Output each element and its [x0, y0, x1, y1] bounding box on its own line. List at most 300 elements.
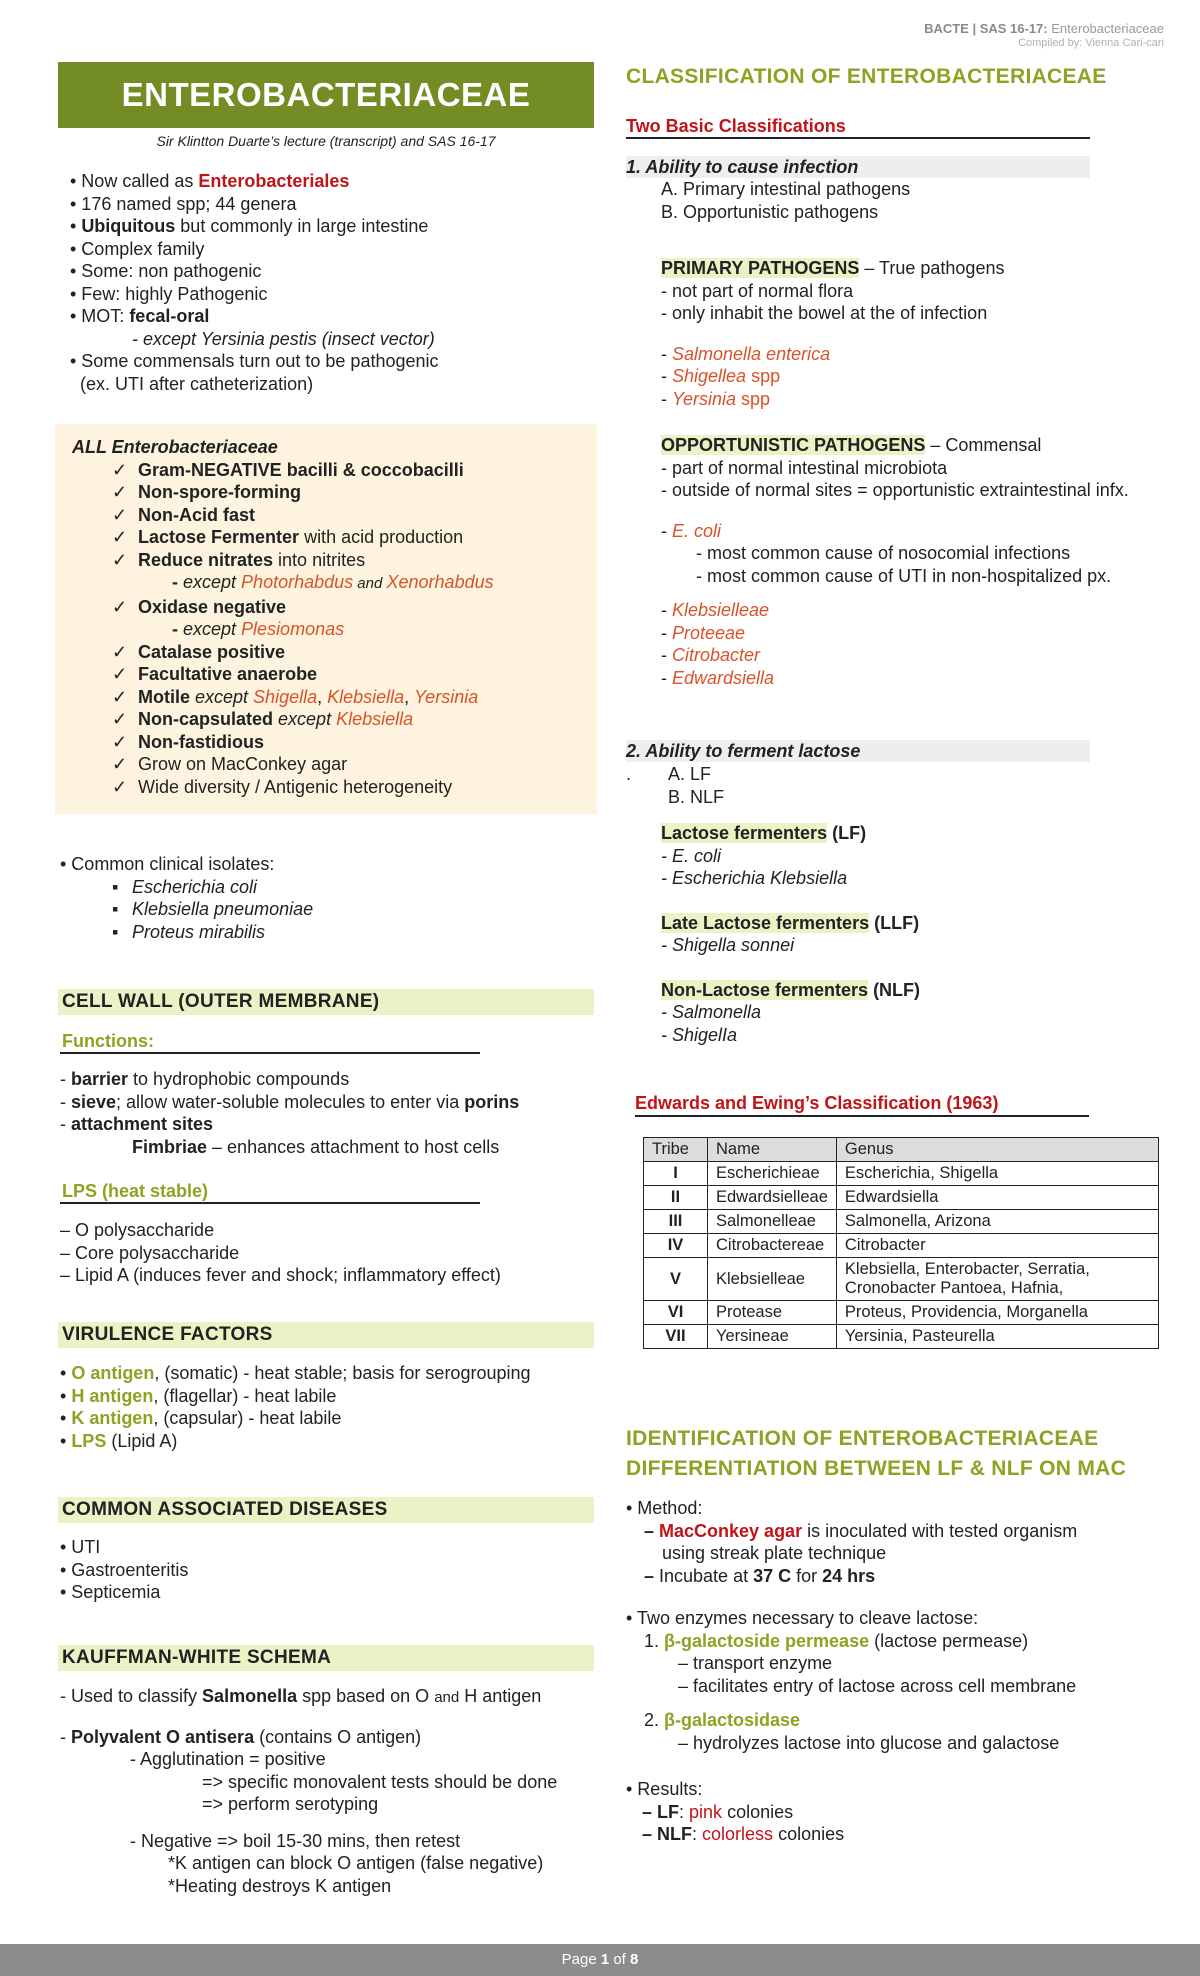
opp-list-item: [661, 622, 1200, 645]
name-cell: Escherichieae: [708, 1162, 837, 1186]
name-cell: Yersineae: [708, 1325, 837, 1349]
trait-gram: [112, 459, 592, 482]
lf-abbr: (LF): [827, 823, 867, 843]
opp-organism: Citrobacter: [672, 645, 761, 665]
dash: -: [661, 388, 672, 409]
opp-ecoli: [661, 520, 1200, 543]
identification-heading-2: DIFFERENTIATION BETWEEN LF & NLF ON MAC: [626, 1457, 1127, 1480]
enzyme-num: 1.: [644, 1630, 665, 1651]
poly-bold: Polyvalent O antisera: [71, 1726, 255, 1747]
colon: :: [692, 1824, 703, 1844]
o-antigen-rest: , (somatic) - heat stable; basis for serogrouping: [154, 1363, 531, 1383]
intro-ubiquitous-bold: Ubiquitous: [81, 216, 176, 236]
kauffman-heating: *Heating destroys K antigen: [168, 1875, 392, 1896]
name-cell: Edwardsielleae: [708, 1186, 837, 1210]
ability2-bar: 2. Ability to ferment lactose: [626, 740, 1090, 762]
page-number: 1: [600, 1951, 610, 1968]
page-prefix: Page: [561, 1951, 601, 1968]
tribe-cell: VI: [644, 1301, 708, 1325]
incubate-for: for: [791, 1565, 823, 1586]
function-sieve: [60, 1091, 600, 1114]
poly-rest: (contains O antigen): [254, 1726, 422, 1747]
trait-diversity: [112, 776, 592, 799]
attach-bold: attachment sites: [71, 1114, 214, 1134]
spp: spp: [746, 366, 781, 386]
llf-item: - Shigella sonnei: [661, 935, 795, 955]
used-end: H antigen: [459, 1686, 542, 1706]
trait-gram-bold: Gram-NEGATIVE: [138, 459, 282, 480]
ecoli-line: - most common cause of nosocomial infections: [696, 543, 1071, 563]
photorhabdus: Photorhabdus: [241, 572, 354, 592]
method-mac: [626, 1520, 1186, 1543]
used-prefix: - Used to classify: [60, 1686, 203, 1706]
fimbriae-bold: Fimbriae: [132, 1136, 208, 1157]
isolate-name: Klebsiella pneumoniae: [132, 899, 314, 919]
table-row: [644, 1301, 1159, 1325]
llf-abbr: (LLF): [869, 912, 920, 933]
lf-item: - Escherichia Klebsiella: [661, 868, 848, 888]
intro-complex: • Complex family: [70, 238, 205, 259]
intro-mot-prefix: • MOT:: [70, 306, 130, 326]
trait-nonspore: [112, 481, 592, 504]
check-icon: ✓: [112, 709, 128, 729]
result-lf-label: LF: [657, 1801, 680, 1822]
opp-organism: Proteeae: [672, 622, 746, 643]
classification-heading: CLASSIFICATION OF ENTEROBACTERIACEAE: [626, 65, 1107, 88]
lps-item: – O polysaccharide: [60, 1220, 215, 1240]
ability2-b: B. NLF: [668, 786, 725, 807]
trait-facultative-text: Facultative anaerobe: [138, 664, 318, 684]
spp: spp: [736, 388, 771, 409]
porins: porins: [464, 1091, 520, 1112]
disease-item: • Septicemia: [60, 1582, 161, 1602]
all-entero-heading: ALL Enterobacteriaceae: [72, 437, 278, 457]
and-word: and: [353, 575, 387, 592]
check-icon: ✓: [112, 482, 128, 502]
klebsiella: Klebsiella: [327, 686, 405, 707]
trait-oxidase-except: [112, 618, 592, 641]
incubate-prefix: Incubate at: [659, 1565, 754, 1586]
k-antigen-rest: , (capsular) - heat labile: [153, 1408, 342, 1428]
check-icon: ✓: [112, 731, 128, 752]
intro-now-prefix: • Now called as: [70, 171, 199, 191]
klebsiella: Klebsiella: [336, 709, 414, 729]
used-and: and: [434, 1689, 460, 1706]
kauffman-kblock: *K antigen can block O antigen (false negative): [168, 1853, 544, 1873]
bullet: •: [60, 1385, 72, 1406]
genus-cell: Citrobacter: [836, 1234, 1158, 1258]
check-icon: ✓: [112, 504, 128, 525]
kauffman-sero: => perform serotyping: [202, 1794, 379, 1814]
check-icon: ✓: [112, 641, 128, 662]
genus-cell: Klebsiella, Enterobacter, Serratia, Cronobacter Pantoea, Hafnia,: [836, 1258, 1158, 1301]
dash: -: [661, 600, 672, 620]
diseases-heading: COMMON ASSOCIATED DISEASES: [58, 1497, 594, 1523]
genus-cell: Escherichia, Shigella: [836, 1162, 1158, 1186]
dash: -: [172, 619, 178, 639]
col-tribe: Tribe: [644, 1138, 708, 1162]
virulence-o: [60, 1362, 600, 1385]
h-antigen-label: H antigen: [71, 1385, 154, 1406]
kauffman-poly: [60, 1726, 620, 1749]
check-icon: ✓: [112, 776, 128, 797]
used-bold: Salmonella: [202, 1686, 298, 1706]
enzyme-2-line: – hydrolyzes lactose into glucose and galactose: [678, 1732, 1060, 1753]
dash: -: [661, 645, 672, 665]
trait-nitrates: [112, 549, 592, 572]
page-footer: [0, 1944, 1200, 1976]
col-genus: Genus: [836, 1138, 1158, 1162]
lf-label: Lactose fermenters: [661, 823, 828, 843]
mac-bold: MacConkey agar: [659, 1520, 803, 1541]
table-row: [644, 1186, 1159, 1210]
enzyme-num: 2.: [644, 1710, 665, 1730]
running-header: [924, 22, 1164, 50]
functions-rule: [60, 1052, 480, 1054]
square-bullet-icon: ▪: [112, 899, 119, 919]
trait-nonacid-text: Non-Acid fast: [138, 504, 255, 525]
trait-maccon: [112, 753, 592, 776]
primary-salmonella: [661, 343, 1200, 366]
tribe-cell: IV: [644, 1234, 708, 1258]
primary-line: - only inhabit the bowel at the of infection: [661, 303, 988, 323]
bullet: •: [60, 1430, 72, 1451]
opp-organism: Klebsielleae: [672, 600, 770, 620]
square-bullet-icon: ▪: [112, 876, 119, 897]
llf-label: Late Lactose fermenters: [661, 912, 870, 933]
lps-label: LPS: [71, 1430, 107, 1451]
two-basic-rule: [626, 137, 1090, 139]
yersinia: Yersinia: [414, 686, 479, 707]
ecoli: E. coli: [672, 520, 722, 541]
used-mid: spp based on O: [297, 1686, 435, 1706]
table-row: [644, 1325, 1159, 1349]
kauffman-aggl: - Agglutination = positive: [130, 1749, 326, 1769]
lps-heading: LPS (heat stable): [62, 1181, 209, 1201]
incubate-time: 24 hrs: [822, 1565, 876, 1586]
result-lf-color: pink: [689, 1801, 723, 1822]
genus-cell: Salmonella, Arizona: [836, 1210, 1158, 1234]
ability2-a: A. LF: [668, 764, 712, 784]
dash: –: [642, 1824, 658, 1844]
dash: -: [60, 1114, 71, 1134]
plesiomonas: Plesiomonas: [241, 619, 345, 639]
primary-line: - not part of normal flora: [661, 280, 854, 301]
nlf-title: [661, 979, 1181, 1002]
edwards-heading: [635, 1092, 998, 1115]
fimbriae-rest: – enhances attachment to host cells: [207, 1136, 500, 1157]
ecoli-line: - most common cause of UTI in non-hospitalized px.: [696, 565, 1112, 586]
table-row: [644, 1258, 1159, 1301]
llf-title: [661, 912, 1181, 935]
comma: ,: [317, 686, 328, 707]
table-row: [644, 1234, 1159, 1258]
functions-list: [60, 1068, 600, 1158]
diseases-list: [60, 1536, 600, 1604]
dash: –: [642, 1801, 658, 1822]
virulence-h: [60, 1385, 600, 1408]
result-lf: [626, 1801, 1186, 1824]
virulence-k: [60, 1407, 600, 1430]
intro-ubiquitous: • Ubiquitous but commonly in large intestine: [70, 216, 429, 236]
ability2-list: [668, 763, 868, 808]
trait-nonacid: [112, 504, 592, 527]
genus-cell: Yersinia, Pasteurella: [836, 1325, 1158, 1349]
trait-lactose-rest: with acid production: [299, 527, 464, 547]
disease-item: • UTI: [60, 1537, 101, 1557]
primary-shigella: [661, 365, 1200, 388]
table-row: [644, 1210, 1159, 1234]
all-entero-list: [72, 436, 592, 798]
opp-title: [661, 434, 1200, 457]
intro-mot-except: - except Yersinia pestis (insect vector): [132, 328, 435, 349]
intro-commensals-ex: (ex. UTI after catheterization): [80, 373, 314, 394]
trait-nitrates-rest: into nitrites: [273, 549, 366, 570]
kauffman-neg: - Negative => boil 15-30 mins, then retest: [130, 1830, 461, 1851]
opp-list-item: [661, 644, 1200, 667]
tribe-cell: III: [644, 1210, 708, 1234]
isolate-item: [112, 876, 580, 899]
function-barrier: [60, 1068, 600, 1091]
trait-lactose: [112, 526, 592, 549]
table-header-row: [644, 1138, 1159, 1162]
trait-noncaps-bold: Non-capsulated: [138, 709, 274, 729]
two-basic-heading: [626, 115, 846, 138]
edwards-rule: [635, 1115, 1089, 1117]
dash: -: [60, 1069, 71, 1089]
except-word: except: [273, 709, 337, 729]
kauffman-heading: KAUFFMAN-WHITE SCHEMA: [58, 1645, 594, 1671]
results-heading: • Results:: [626, 1779, 703, 1799]
k-antigen-label: K antigen: [71, 1408, 154, 1428]
tribe-cell: II: [644, 1186, 708, 1210]
disease-item: • Gastroenteritis: [60, 1559, 189, 1580]
intro-few: • Few: highly Pathogenic: [70, 283, 268, 304]
lps-rest: (Lipid A): [106, 1430, 178, 1451]
salmonella: Salmonella enterica: [672, 343, 831, 364]
genus-cell: Edwardsiella: [836, 1186, 1158, 1210]
identification-heading: [626, 1424, 1126, 1484]
isolate-name: Proteus mirabilis: [132, 921, 266, 942]
check-icon: ✓: [112, 596, 128, 617]
check-icon: ✓: [112, 754, 128, 774]
primary-label: PRIMARY PATHOGENS: [661, 258, 860, 278]
kauffman-used: [60, 1685, 620, 1710]
name-cell: Citrobactereae: [708, 1234, 837, 1258]
colon: :: [679, 1801, 690, 1822]
nlf-abbr: (NLF): [868, 979, 921, 1000]
intro-some: • Some: non pathogenic: [70, 261, 262, 281]
tribe-cell: VII: [644, 1325, 708, 1349]
trait-nitrates-except: [112, 571, 592, 596]
yersinia: Yersinia: [672, 388, 737, 409]
barrier-rest: to hydrophobic compounds: [128, 1069, 350, 1089]
trait-catalase-text: Catalase positive: [138, 641, 286, 662]
except-word: except: [178, 572, 242, 592]
enzyme-2-label: β-galactosidase: [664, 1710, 801, 1730]
nlf-item: - ShigelIa: [661, 1024, 738, 1045]
virulence-heading: VIRULENCE FACTORS: [58, 1322, 594, 1348]
colonies: colonies: [773, 1824, 845, 1844]
ability1-a: A. Primary intestinal pathogens: [661, 179, 911, 199]
trait-oxidase-text: Oxidase negative: [138, 596, 287, 617]
opportunistic-block: [661, 434, 1200, 689]
opp-organism: Edwardsiella: [672, 667, 775, 688]
opp-rest: – Commensal: [925, 435, 1042, 455]
dash: -: [661, 622, 672, 643]
enzyme-1-rest: (lactose permease): [869, 1630, 1029, 1651]
sieve-rest: ; allow water-soluble molecules to enter via: [116, 1091, 465, 1112]
isolates-list: [60, 853, 580, 943]
enzyme-2: [626, 1709, 1186, 1732]
isolate-name: Escherichia coli: [132, 876, 258, 897]
opp-list-item: [661, 667, 1200, 690]
square-bullet-icon: ▪: [112, 921, 119, 942]
comma: ,: [404, 686, 415, 707]
trait-gram-rest: bacilli & coccobacilli: [281, 459, 464, 480]
trait-nonfastidious: [112, 731, 592, 754]
opp-line: - outside of normal sites = opportunistic extraintestinal infx.: [661, 480, 1129, 500]
except-word: except: [190, 686, 254, 707]
tribe-cell: I: [644, 1162, 708, 1186]
function-attachment: [60, 1113, 600, 1136]
dash: -: [172, 572, 178, 592]
trait-maccon-text: Grow on MacConkey agar: [138, 754, 348, 774]
identification-list: [626, 1497, 1186, 1846]
intro-mot-value: fecal-oral: [129, 306, 210, 326]
header-course: BACTE | SAS 16-17:: [924, 21, 1048, 36]
bullet: •: [60, 1363, 72, 1383]
primary-rest: – True pathogens: [859, 258, 1005, 278]
dash: -: [661, 366, 672, 386]
page-subtitle: Sir Klintton Duarte’s lecture (transcript) and SAS 16-17: [156, 133, 496, 149]
trait-motile-bold: Motile: [138, 686, 190, 707]
incubate-temp: 37 C: [753, 1565, 792, 1586]
shigella: Shigella: [253, 686, 318, 707]
trait-motile: [112, 686, 592, 709]
intro-now-value: Enterobacteriales: [198, 171, 350, 191]
check-icon: ✓: [112, 686, 128, 707]
sieve-bold: sieve: [71, 1091, 117, 1112]
opp-list-item: [661, 599, 1200, 622]
functions-heading: Functions:: [62, 1031, 154, 1051]
two-basic-text: Two Basic Classifications: [626, 116, 846, 136]
table-row: [644, 1162, 1159, 1186]
function-fimbriae: [60, 1136, 600, 1159]
bullet: •: [60, 1408, 72, 1428]
dash: -: [661, 343, 672, 364]
genus-cell: Proteus, Providencia, Morganella: [836, 1301, 1158, 1325]
trait-nonfast-text: Non-fastidious: [138, 731, 264, 752]
intro-mot: [70, 305, 590, 328]
header-compiled: Compiled by: Vienna Cari-cari: [1018, 37, 1164, 49]
header-topic: Enterobacteriaceae: [1051, 21, 1164, 36]
trait-oxidase: [112, 596, 592, 619]
enzyme-1-line: – transport enzyme: [678, 1653, 833, 1673]
lf-item: - E. coli: [661, 845, 722, 866]
intro-ubiquitous-rest: but commonly in large intestine: [175, 216, 429, 236]
o-antigen-label: O antigen: [71, 1363, 155, 1383]
opp-line: - part of normal intestinal microbiota: [661, 457, 948, 478]
intro-now-called: [70, 170, 590, 193]
shigella: Shigellea: [672, 366, 747, 386]
dash: -: [661, 667, 672, 688]
trait-diversity-text: Wide diversity / Antigenic heterogeneity: [138, 776, 453, 797]
primary-yersinia: [661, 388, 1200, 411]
name-cell: Salmonelleae: [708, 1210, 837, 1234]
mac-rest: is inoculated with tested organism: [802, 1520, 1078, 1541]
dash: -: [60, 1091, 71, 1112]
except-word: except: [178, 619, 242, 639]
lf-title: [661, 822, 1181, 845]
ability1-list: [661, 178, 1181, 223]
result-nlf: [626, 1823, 1186, 1846]
check-icon: ✓: [112, 527, 128, 547]
page-of: of: [609, 1951, 631, 1968]
result-nlf-color: colorless: [702, 1824, 774, 1844]
trait-catalase: [112, 641, 592, 664]
page-total: 8: [630, 1951, 639, 1968]
lps-rule: [60, 1202, 480, 1204]
trait-noncapsulated: [112, 708, 592, 731]
kauffman-list: [60, 1685, 620, 1897]
tribe-table: [643, 1137, 1159, 1349]
check-icon: ✓: [112, 459, 128, 480]
ability2-dot: .: [626, 764, 632, 784]
identification-heading-1: IDENTIFICATION OF ENTEROBACTERIACEAE: [626, 1427, 1099, 1450]
enzyme-1-line: – facilitates entry of lactose across cell membrane: [678, 1675, 1077, 1696]
intro-named-spp: • 176 named spp; 44 genera: [70, 193, 297, 214]
lps-item: – Core polysaccharide: [60, 1242, 240, 1263]
result-nlf-label: NLF: [657, 1824, 693, 1844]
name-cell: Klebsielleae: [708, 1258, 837, 1301]
method-incubate: [626, 1565, 1186, 1588]
lps-list: [60, 1219, 600, 1287]
ability1-b: B. Opportunistic pathogens: [661, 201, 879, 222]
method-heading: • Method:: [626, 1498, 703, 1518]
virulence-lps: [60, 1430, 600, 1453]
colonies: colonies: [722, 1801, 794, 1822]
check-icon: ✓: [112, 549, 128, 570]
dash: -: [661, 520, 672, 541]
primary-title: [661, 257, 1200, 280]
trait-nonspore-text: Non-spore-forming: [138, 482, 301, 502]
opp-label: OPPORTUNISTIC PATHOGENS: [661, 435, 926, 455]
poly-prefix: -: [60, 1726, 71, 1747]
isolate-item: [112, 921, 580, 944]
two-enzymes: • Two enzymes necessary to cleave lactose:: [626, 1608, 979, 1628]
h-antigen-rest: , (flagellar) - heat labile: [153, 1385, 337, 1406]
ability1-bar: 1. Ability to cause infection: [626, 156, 1090, 178]
intro-commensals: • Some commensals turn out to be pathogenic: [70, 351, 439, 371]
nlf-item: - Salmonella: [661, 1002, 762, 1022]
page-title: ENTEROBACTERIACEAE: [58, 62, 594, 128]
nlf-label: Non-Lactose fermenters: [661, 979, 869, 1000]
name-cell: Protease: [708, 1301, 837, 1325]
method-mac-2: using streak plate technique: [662, 1543, 887, 1563]
cell-wall-heading: CELL WALL (OUTER MEMBRANE): [58, 989, 594, 1015]
enzyme-1-label: β-galactoside permease: [664, 1630, 870, 1651]
dash: –: [644, 1520, 660, 1541]
edwards-heading-text: Edwards and Ewing’s Classification (1963): [635, 1093, 999, 1113]
lf-block: [661, 822, 1181, 1046]
virulence-list: [60, 1362, 600, 1452]
trait-facultative: [112, 663, 592, 686]
enzyme-1: [626, 1630, 1186, 1653]
lps-item: – Lipid A (induces fever and shock; inflammatory effect): [60, 1265, 501, 1285]
isolate-item: [112, 898, 580, 921]
kauffman-specific: => specific monovalent tests should be done: [202, 1771, 558, 1792]
